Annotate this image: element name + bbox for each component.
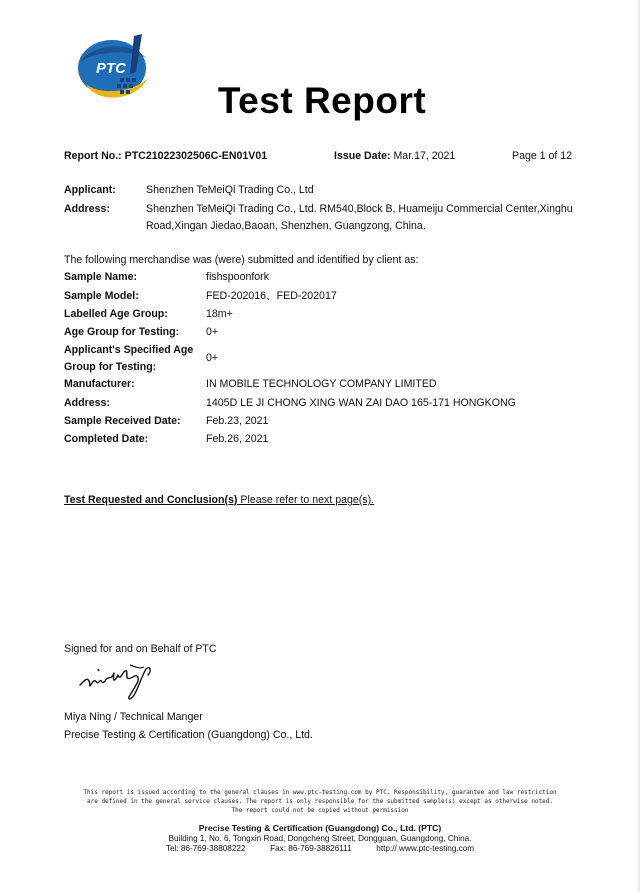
manufacturer-value: IN MOBILE TECHNOLOGY COMPANY LIMITED	[206, 378, 437, 390]
issue-date: Issue Date: Mar.17, 2021	[334, 150, 456, 162]
page-edge	[636, 0, 640, 892]
footer-notice-1: This report is issued according to the general clauses in www.ptc-testing.com by PTC. Responsibility, guarantee and law restriction	[83, 789, 557, 796]
completed-date-label: Completed Date:	[64, 433, 149, 445]
page-title: Test Report	[217, 80, 427, 121]
footer-tel: Tel: 86-769-38808222	[165, 844, 246, 853]
intro-text: The following merchandise was (were) submitted and identified by client as:	[64, 254, 419, 266]
conclusion-line	[64, 494, 374, 507]
footer-address: Building 1, No. 6, Tongxin Road, Dongcheng Street, Dongguan, Guangdong, China.	[168, 834, 472, 843]
sample-name-value: fishspoonfork	[206, 271, 270, 283]
applicant-address-label: Address:	[64, 203, 110, 215]
completed-date-value: Feb.26, 2021	[206, 433, 269, 445]
conclusion-label: Test Requested and Conclusion(s)	[64, 494, 238, 506]
page-number: Page 1 of 12	[512, 150, 573, 162]
applicant-label: Applicant:	[64, 184, 116, 196]
testing-age-value: 0+	[206, 326, 219, 338]
handwritten-signature	[78, 655, 168, 703]
sample-name-label: Sample Name:	[64, 271, 138, 283]
footer-notice-3: The report could not be copied without permission	[231, 807, 409, 814]
footer-notice-2: are defined in the general service clauses. The report is only responsible for the submitted sample(s) except as otherwise noted.	[87, 798, 553, 805]
applicant-address-line-1: Shenzhen TeMeiQi Trading Co., Ltd. RM540,Block B, Huameiju Commercial Center,Xinghu	[146, 203, 573, 215]
logo-text: PTC	[96, 60, 126, 77]
applicant-address-line-2: Road,Xingan Jiedao,Baoan, Shenzhen, Guangzong, China.	[146, 220, 426, 232]
signed-for-text: Signed for and on Behalf of PTC	[64, 643, 217, 655]
specified-age-label-line-1: Applicant's Specified Age	[64, 344, 194, 356]
received-date-value: Feb.23, 2021	[206, 415, 269, 427]
labelled-age-value: 18m+	[206, 308, 233, 320]
manufacturer-address-value: 1405D LE JI CHONG XING WAN ZAI DAO 165-171 HONGKONG	[206, 397, 516, 409]
report-number: Report No.: PTC21022302506C-EN01V01	[64, 150, 268, 162]
conclusion-text: Please refer to next page(s).	[237, 494, 375, 506]
footer-web: http:// www.ptc-testing.com	[376, 844, 475, 853]
applicant-value: Shenzhen TeMeiQi Trading Co., Ltd	[146, 184, 314, 196]
labelled-age-label: Labelled Age Group:	[64, 308, 168, 320]
footer-fax: Fax: 86-769-38826111	[270, 844, 352, 853]
received-date-label: Sample Received Date:	[64, 415, 181, 427]
specified-age-value: 0+	[206, 352, 219, 364]
manufacturer-label: Manufacturer:	[64, 378, 135, 390]
signatory-company: Precise Testing & Certification (Guangdong) Co., Ltd.	[64, 729, 313, 741]
sample-model-label: Sample Model:	[64, 290, 139, 302]
specified-age-label-line-2: Group for Testing:	[64, 361, 157, 373]
signatory-name: Miya Ning / Technical Manger	[64, 711, 203, 723]
manufacturer-address-label: Address:	[64, 397, 110, 409]
sample-model-value: FED-202016、FED-202017	[206, 290, 337, 302]
footer-contacts	[0, 844, 640, 855]
testing-age-label: Age Group for Testing:	[64, 326, 180, 338]
footer-company: Precise Testing & Certification (Guangdong) Co., Ltd. (PTC)	[198, 823, 442, 833]
